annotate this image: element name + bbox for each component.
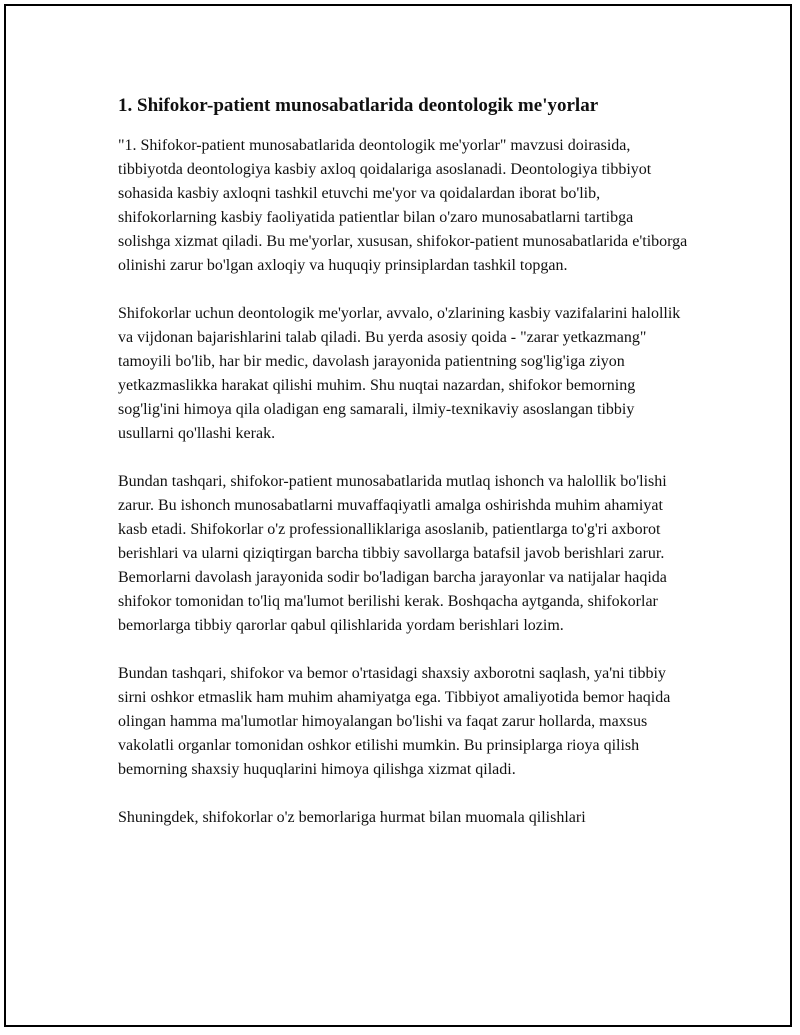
document-body <box>118 92 688 854</box>
paragraph-5: Shuningdek, shifokorlar o'z bemorlariga hurmat bilan muomala qilishlari <box>118 809 586 826</box>
paragraph-1: "1. Shifokor-patient munosabatlarida deontologik me'yorlar" mavzusi doirasida, tibbiyotda deontologiya kasbiy axloq qoidalariga asoslanadi. Deontologiya tibbiyot sohasida kasbiy axloqni tashkil etuvchi me'yor va qoidalardan iborat bo'lib, shifokorlarning kasbiy faoliyatida patientlar bilan o'zaro munosabatlarni tartibga solishga xizmat qiladi. Bu me'yorlar, xususan, shifokor-patient munosabatlarida e'tiborga olinishi zarur bo'lgan axloqiy va huquqiy prinsiplardan tashkil topgan. <box>118 137 688 274</box>
paragraph-4: Bundan tashqari, shifokor va bemor o'rtasidagi shaxsiy axborotni saqlash, ya'ni tibbiy sirni oshkor etmaslik ham muhim ahamiyatga ega. Tibbiyot amaliyotida bemor haqida olingan hamma ma'lumotlar himoyalangan bo'lishi va faqat zarur hollarda, maxsus vakolatli organlar tomonidan oshkor etilishi mumkin. Bu prinsiplarga rioya qilish bemorning shaxsiy huquqlarini himoya qilishga xizmat qiladi. <box>118 665 671 778</box>
section-heading: 1. Shifokor-patient munosabatlarida deontologik me'yorlar <box>118 95 599 116</box>
paragraph-3: Bundan tashqari, shifokor-patient munosabatlarida mutlaq ishonch va halollik bo'lishi zarur. Bu ishonch munosabatlarni muvaffaqiyatli amalga oshirishda muhim ahamiyat kasb etadi. Shifokorlar o'z professionalliklariga asoslanib, patientlarga to'g'ri axborot berishlari va ularni qiziqtirgan barcha tibbiy savollarga batafsil javob berishlari zarur. Bemorlarni davolash jarayonida sodir bo'ladigan barcha jarayonlar va natijalar haqida shifokor tomonidan to'liq ma'lumot berilishi kerak. Boshqacha aytganda, shifokorlar bemorlarga tibbiy qarorlar qabul qilishlarida yordam berishlari lozim. <box>118 473 667 634</box>
paragraph-2: Shifokorlar uchun deontologik me'yorlar, avvalo, o'zlarining kasbiy vazifalarini halollik va vijdonan bajarishlarini talab qiladi. Bu yerda asosiy qoida - "zarar yetkazmang" tamoyili bo'lib, har bir medic, davolash jarayonida patientning sog'lig'iga ziyon yetkazmaslikka harakat qilishi muhim. Shu nuqtai nazardan, shifokor bemorning sog'lig'ini himoya qila oladigan eng samarali, ilmiy-texnikaviy asoslangan tibbiy usullarni qo'llashi kerak. <box>118 305 681 442</box>
